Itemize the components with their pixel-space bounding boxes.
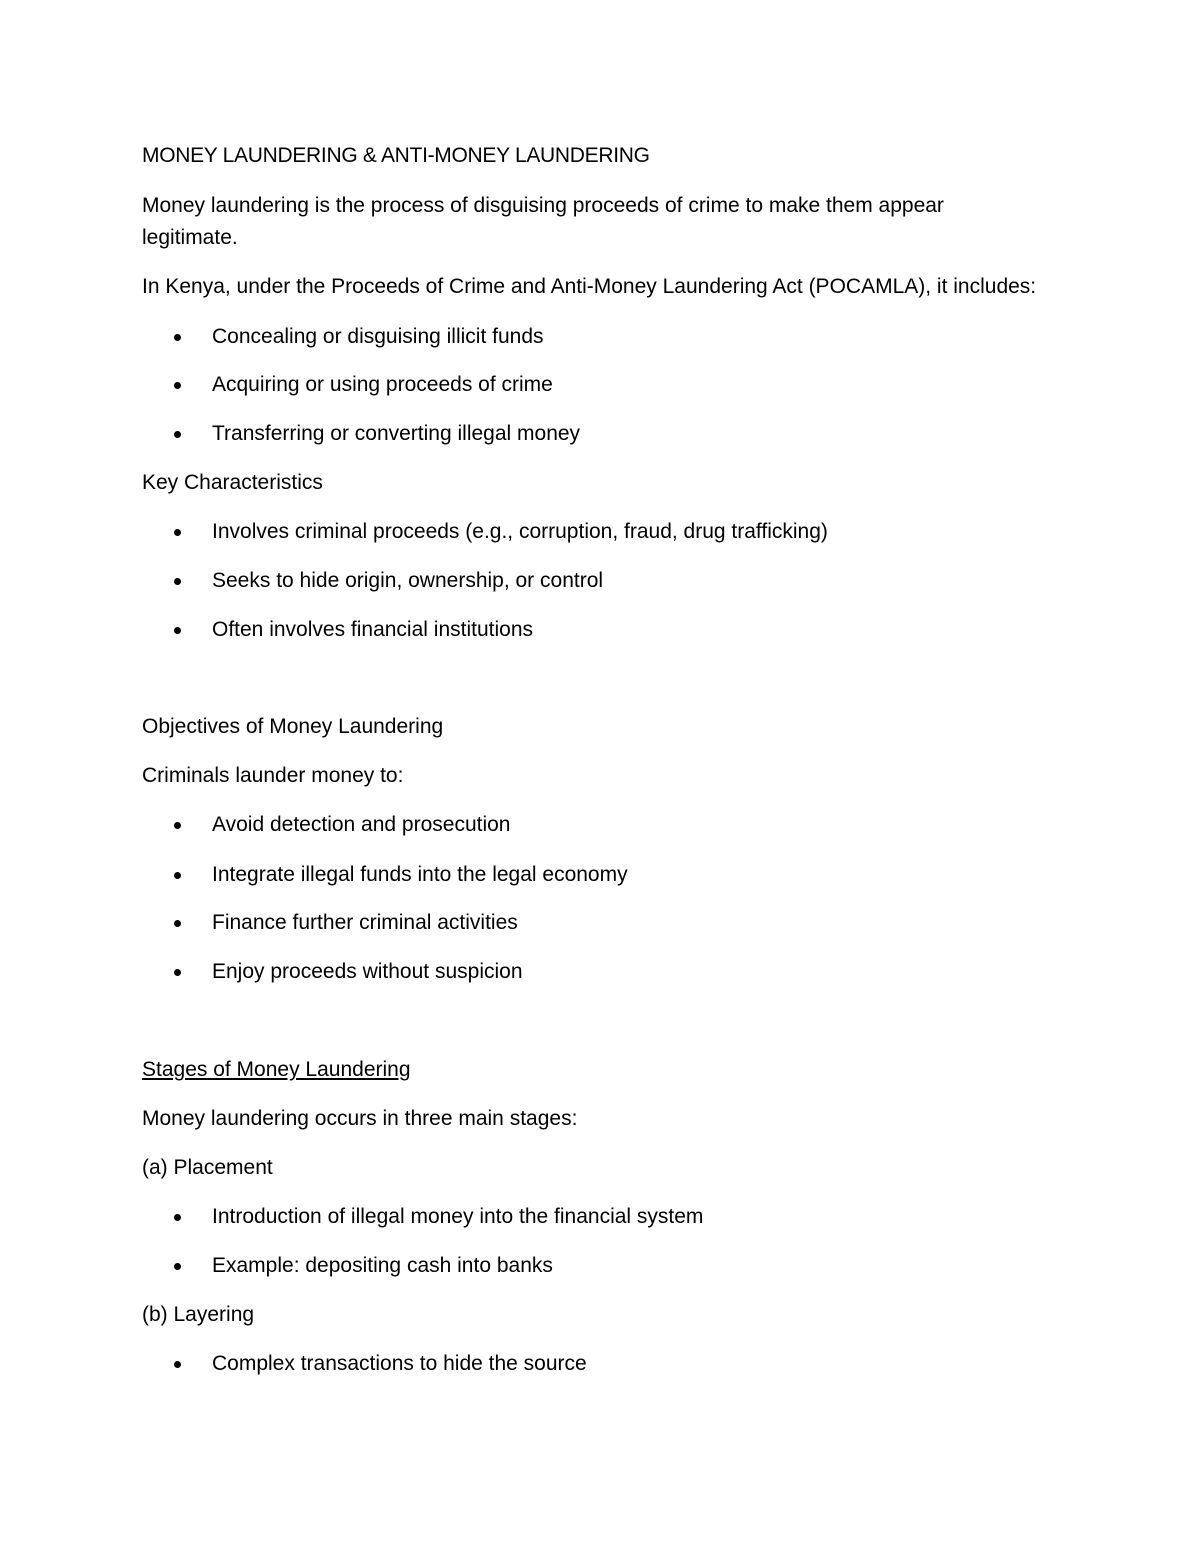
list-item bbox=[142, 1250, 1082, 1282]
bullet-icon bbox=[174, 578, 181, 585]
objectives-lead: Criminals launder money to: bbox=[142, 764, 404, 787]
bullet-icon bbox=[174, 627, 181, 634]
stages-heading: Stages of Money Laundering bbox=[142, 1058, 411, 1081]
kenya-paragraph: In Kenya, under the Proceeds of Crime and Anti-Money Laundering Act (POCAMLA), it includes: bbox=[142, 275, 1037, 298]
list-item bbox=[142, 614, 1082, 646]
key-characteristics-heading: Key Characteristics bbox=[142, 471, 323, 494]
bullet-icon bbox=[174, 920, 181, 927]
bullet-icon bbox=[174, 431, 181, 438]
list-item-text: Integrate illegal funds into the legal economy bbox=[212, 863, 628, 886]
list-item bbox=[142, 321, 1082, 353]
list-item-text: Introduction of illegal money into the financial system bbox=[212, 1205, 704, 1228]
list-item-text: Often involves financial institutions bbox=[212, 618, 533, 641]
list-item bbox=[142, 956, 1082, 988]
bullet-icon bbox=[174, 1361, 181, 1368]
list-item bbox=[142, 565, 1082, 597]
list-item-text: Acquiring or using proceeds of crime bbox=[212, 373, 553, 396]
bullet-icon bbox=[174, 382, 181, 389]
list-item-text: Finance further criminal activities bbox=[212, 911, 518, 934]
list-item bbox=[142, 859, 1082, 891]
list-item-text: Seeks to hide origin, ownership, or control bbox=[212, 569, 604, 592]
list-item bbox=[142, 907, 1082, 939]
stages-lead: Money laundering occurs in three main stages: bbox=[142, 1107, 578, 1130]
list-item-text: Avoid detection and prosecution bbox=[212, 813, 511, 836]
list-item-text: Involves criminal proceeds (e.g., corruption, fraud, drug trafficking) bbox=[212, 520, 828, 543]
list-item-text: Transferring or converting illegal money bbox=[212, 422, 581, 445]
bullet-icon bbox=[174, 334, 181, 341]
placement-label: (a) Placement bbox=[142, 1156, 273, 1179]
list-item bbox=[142, 1201, 1082, 1233]
definition-paragraph: Money laundering is the process of disguising proceeds of crime to make them appear legitimate. bbox=[142, 194, 944, 249]
objectives-heading: Objectives of Money Laundering bbox=[142, 715, 444, 738]
layering-label: (b) Layering bbox=[142, 1303, 255, 1326]
bullet-icon bbox=[174, 1263, 181, 1270]
list-item bbox=[142, 516, 1082, 548]
list-item-text: Complex transactions to hide the source bbox=[212, 1352, 587, 1375]
bullet-icon bbox=[174, 529, 181, 536]
list-item bbox=[142, 418, 1082, 450]
list-item bbox=[142, 809, 1082, 841]
list-item-text: Example: depositing cash into banks bbox=[212, 1254, 553, 1277]
list-item bbox=[142, 1348, 1082, 1380]
list-item bbox=[142, 369, 1082, 401]
list-item-text: Enjoy proceeds without suspicion bbox=[212, 960, 523, 983]
list-item-text: Concealing or disguising illicit funds bbox=[212, 325, 544, 348]
bullet-icon bbox=[174, 872, 181, 879]
bullet-icon bbox=[174, 822, 181, 829]
document-title: MONEY LAUNDERING & ANTI-MONEY LAUNDERING bbox=[142, 144, 650, 167]
bullet-icon bbox=[174, 969, 181, 976]
bullet-icon bbox=[174, 1214, 181, 1221]
